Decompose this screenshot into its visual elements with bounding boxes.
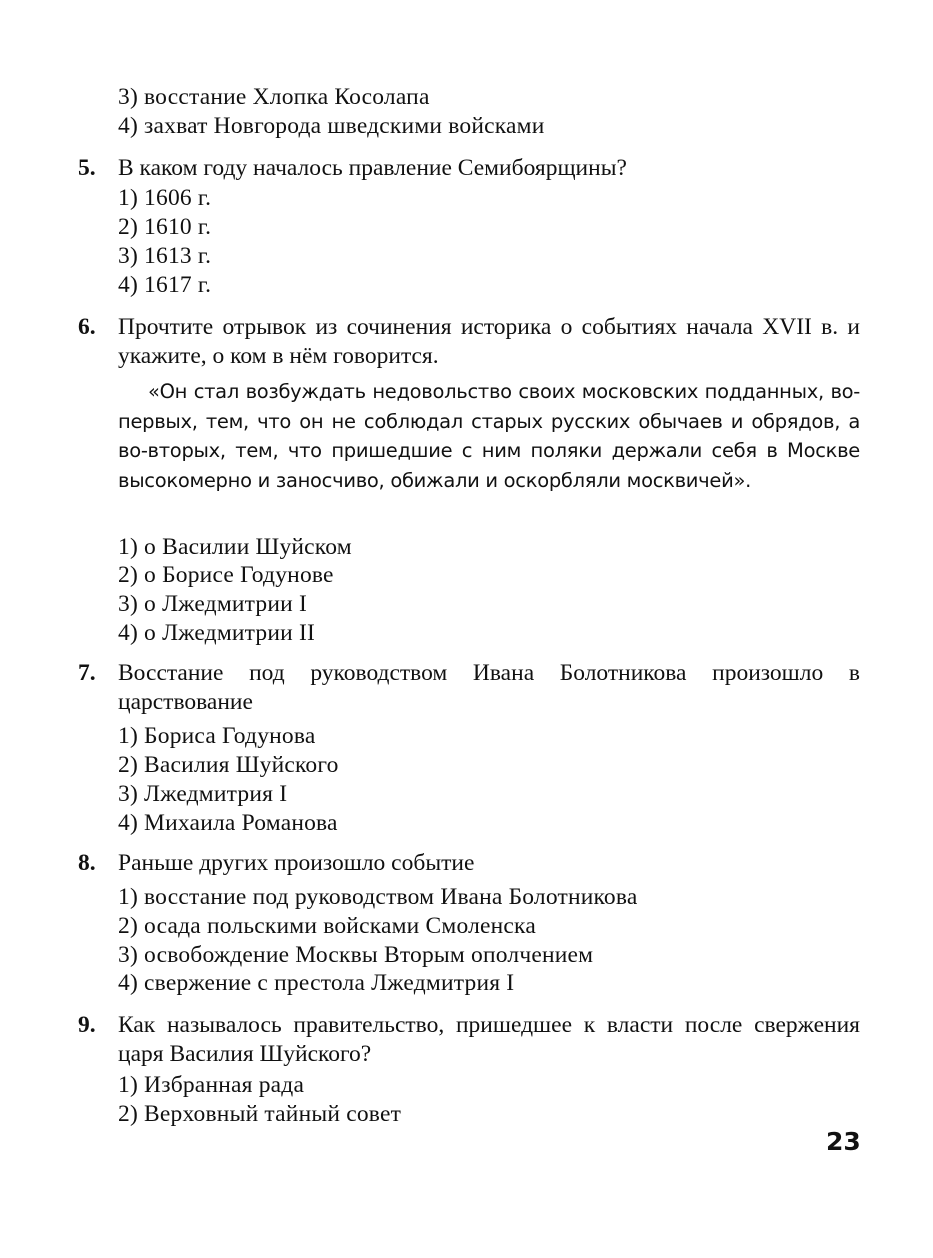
q6-number: 6. bbox=[78, 314, 96, 340]
q5-text: В каком году началось правление Семибоярщины? bbox=[118, 155, 627, 181]
q7-number: 7. bbox=[78, 660, 96, 686]
q6-text: Прочтите отрывок из сочинения историка о событиях начала XVII в. и укажите, о ком в нём говорится. bbox=[118, 314, 860, 369]
q5-option-4: 4) 1617 г. bbox=[118, 272, 212, 298]
q9-text: Как называлось правительство, пришедшее к власти после свержения царя Василия Шуйского? bbox=[118, 1012, 860, 1067]
q6-option-3: 3) о Лжедмитрии I bbox=[118, 591, 308, 617]
q5-option-3: 3) 1613 г. bbox=[118, 243, 212, 269]
q8-option-2: 2) осада польскими войсками Смоленска bbox=[118, 913, 536, 939]
q6-option-1: 1) о Василии Шуйском bbox=[118, 534, 352, 560]
q7-option-2: 2) Василия Шуйского bbox=[118, 752, 339, 778]
q5-number: 5. bbox=[78, 155, 96, 181]
q4-option-4: 4) захват Новгорода шведскими войсками bbox=[118, 113, 545, 139]
q6-quote: «Он стал возбуждать недовольство своих московских подданных, во-первых, тем, что он не соблюдал старых русских обычаев и обрядов, а во-вторых, тем, что пришедшие с ним поляки держали себя в Москве высокомерно и заносчиво, обижали и оскорбляли москвичей». bbox=[118, 380, 860, 492]
q7-text: Восстание под руководством Ивана Болотникова произошло в царствование bbox=[118, 660, 860, 715]
q7-option-3: 3) Лжедмитрия I bbox=[118, 781, 288, 807]
q8-number: 8. bbox=[78, 850, 96, 876]
q7-option-4: 4) Михаила Романова bbox=[118, 810, 338, 836]
page-number: 23 bbox=[826, 1127, 861, 1156]
q5-option-1: 1) 1606 г. bbox=[118, 185, 212, 211]
q7-option-1: 1) Бориса Годунова bbox=[118, 723, 316, 749]
q9-option-2: 2) Верховный тайный совет bbox=[118, 1101, 402, 1127]
q8-text: Раньше других произошло событие bbox=[118, 850, 475, 876]
q6-option-2: 2) о Борисе Годунове bbox=[118, 562, 334, 588]
q9-option-1: 1) Избранная рада bbox=[118, 1072, 305, 1098]
q9-number: 9. bbox=[78, 1012, 96, 1038]
q5-option-2: 2) 1610 г. bbox=[118, 214, 212, 240]
q8-option-3: 3) освобождение Москвы Вторым ополчением bbox=[118, 942, 594, 968]
q6-option-4: 4) о Лжедмитрии II bbox=[118, 620, 316, 646]
q4-option-3: 3) восстание Хлопка Косолапа bbox=[118, 84, 430, 110]
q8-option-4: 4) свержение с престола Лжедмитрия I bbox=[118, 970, 515, 996]
q8-option-1: 1) восстание под руководством Ивана Болотникова bbox=[118, 884, 638, 910]
